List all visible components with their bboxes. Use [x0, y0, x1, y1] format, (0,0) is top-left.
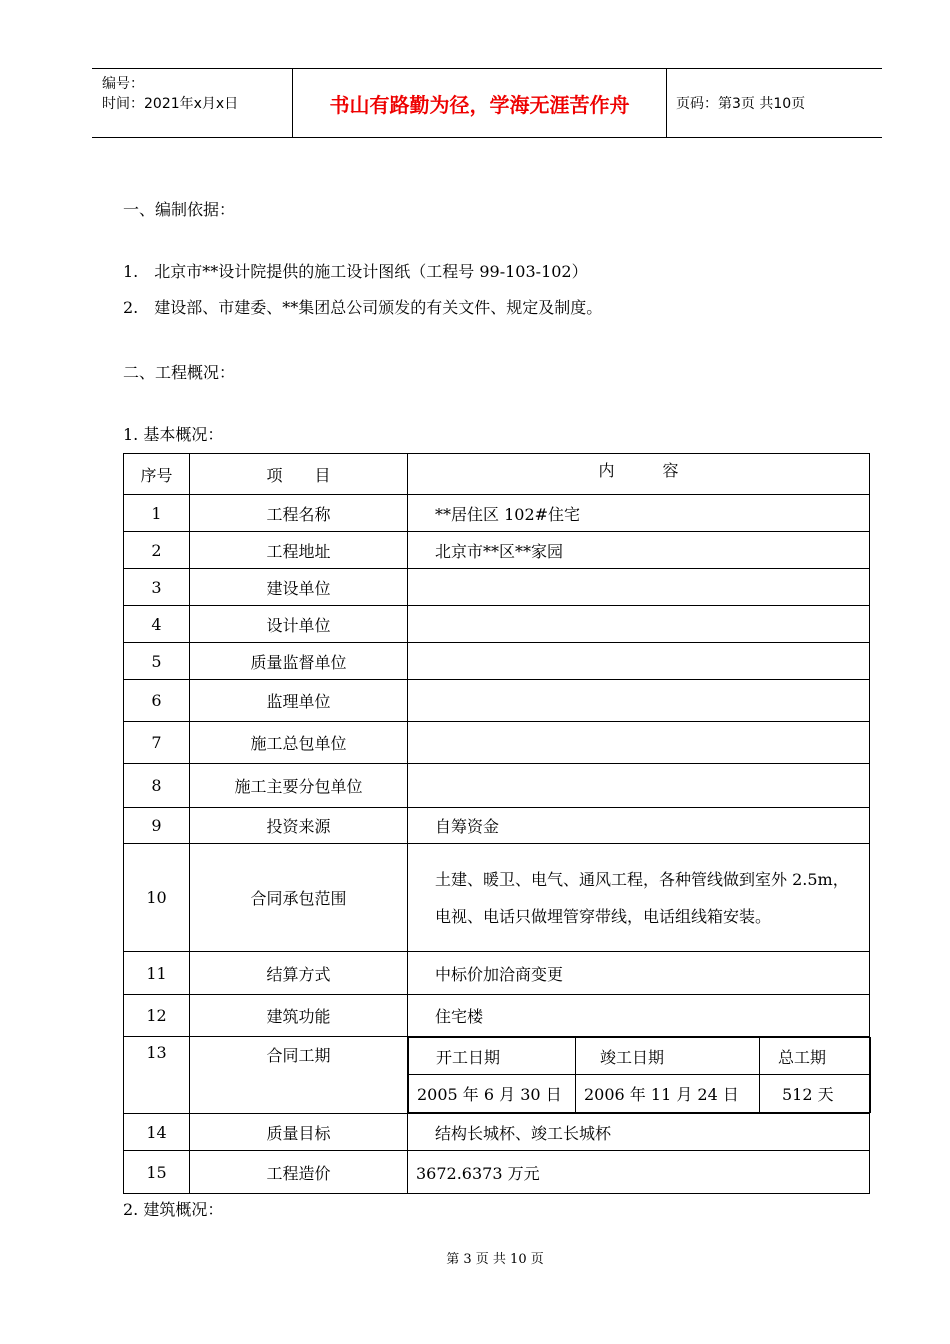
row-no: 1: [124, 495, 190, 532]
total-period-value: 512 天: [760, 1075, 871, 1113]
row-no: 15: [124, 1151, 190, 1194]
section-1-item-2: 2. 建设部、市建委、**集团总公司颁发的有关文件、规定及制度。: [123, 298, 603, 317]
table-row: [124, 532, 870, 569]
row-content: 3672.6373 万元: [408, 1151, 870, 1194]
table-row: [124, 569, 870, 606]
table-row: [124, 1151, 870, 1194]
section-2-title: 二、工程概况：: [123, 363, 236, 382]
start-date-value: 2005 年 6 月 30 日: [409, 1075, 576, 1113]
total-period-label: 总工期: [760, 1038, 871, 1075]
row-no: 14: [124, 1114, 190, 1151]
table-row: [124, 1114, 870, 1151]
row-no: 6: [124, 680, 190, 722]
table-row: [124, 808, 870, 844]
row-no: 12: [124, 995, 190, 1037]
row-item: 建设单位: [190, 569, 408, 606]
row-no: 8: [124, 764, 190, 808]
row-content: [408, 643, 870, 680]
row-item: 合同承包范围: [190, 844, 408, 952]
row-content: [408, 680, 870, 722]
header-meta: [92, 69, 292, 137]
row-item: 结算方式: [190, 952, 408, 995]
table-row: [124, 844, 870, 952]
table-row: [124, 995, 870, 1037]
row-content: [408, 569, 870, 606]
row-content: [408, 606, 870, 643]
row-item: 监理单位: [190, 680, 408, 722]
end-date-value: 2006 年 11 月 24 日: [576, 1075, 760, 1113]
row-no: 3: [124, 569, 190, 606]
row-no: 2: [124, 532, 190, 569]
row-item: 设计单位: [190, 606, 408, 643]
table-row: [124, 495, 870, 532]
table-row: [124, 952, 870, 995]
section-2-sub-2: 2. 建筑概况：: [123, 1200, 224, 1219]
row-content: 自筹资金: [408, 808, 870, 844]
header-item: 项 目: [190, 454, 408, 495]
table-row: [124, 764, 870, 808]
table-row: [124, 722, 870, 764]
header-motto: 书山有路勤为径，学海无涯苦作舟: [292, 69, 667, 137]
row-no: 9: [124, 808, 190, 844]
row-no: 4: [124, 606, 190, 643]
table-row: [124, 606, 870, 643]
header-page-label: 页码：第3页 共10页: [676, 96, 806, 112]
row-item: 工程地址: [190, 532, 408, 569]
section-1-item-1: 1. 北京市**设计院提供的施工设计图纸（工程号 99-103-102）: [123, 262, 588, 281]
header-content: 内 容: [408, 454, 870, 495]
table-row: [124, 643, 870, 680]
row-item: 施工主要分包单位: [190, 764, 408, 808]
row-no: 13: [124, 1037, 190, 1114]
period-subtable: [408, 1037, 871, 1113]
row-item: 合同工期: [190, 1037, 408, 1114]
row-content: 住宅楼: [408, 995, 870, 1037]
header-no: 序号: [124, 454, 190, 495]
end-date-label: 竣工日期: [576, 1038, 760, 1075]
row-item: 施工总包单位: [190, 722, 408, 764]
row-content: 土建、暖卫、电气、通风工程，各种管线做到室外 2.5m，电视、电话只做埋管穿带线，电话组线箱安装。: [408, 844, 870, 952]
row-item: 投资来源: [190, 808, 408, 844]
page-footer: 第 3 页 共 10 页: [446, 1252, 544, 1267]
row-no: 10: [124, 844, 190, 952]
row-item: 工程造价: [190, 1151, 408, 1194]
row-item: 工程名称: [190, 495, 408, 532]
row-content: [408, 764, 870, 808]
row-no: 7: [124, 722, 190, 764]
table-row: [124, 680, 870, 722]
row-item: 质量目标: [190, 1114, 408, 1151]
row-content: **居住区 102#住宅: [408, 495, 870, 532]
start-date-label: 开工日期: [409, 1038, 576, 1075]
time-label: 时间：2021年x月x日: [102, 96, 239, 112]
row-content: 北京市**区**家园: [408, 532, 870, 569]
table-header-row: [124, 454, 870, 495]
row-no: 11: [124, 952, 190, 995]
table-row-period: [124, 1037, 870, 1114]
section-2-sub-1: 1. 基本概况：: [123, 425, 224, 444]
page-header: [92, 68, 882, 138]
row-content: [408, 722, 870, 764]
number-label: 编号：: [102, 76, 144, 92]
row-item: 建筑功能: [190, 995, 408, 1037]
row-content: 结构长城杯、竣工长城杯: [408, 1114, 870, 1151]
row-item: 质量监督单位: [190, 643, 408, 680]
period-cell: [408, 1037, 870, 1114]
row-content: 中标价加洽商变更: [408, 952, 870, 995]
row-no: 5: [124, 643, 190, 680]
section-1-title: 一、编制依据：: [123, 200, 236, 219]
basic-info-table: [123, 453, 870, 1194]
